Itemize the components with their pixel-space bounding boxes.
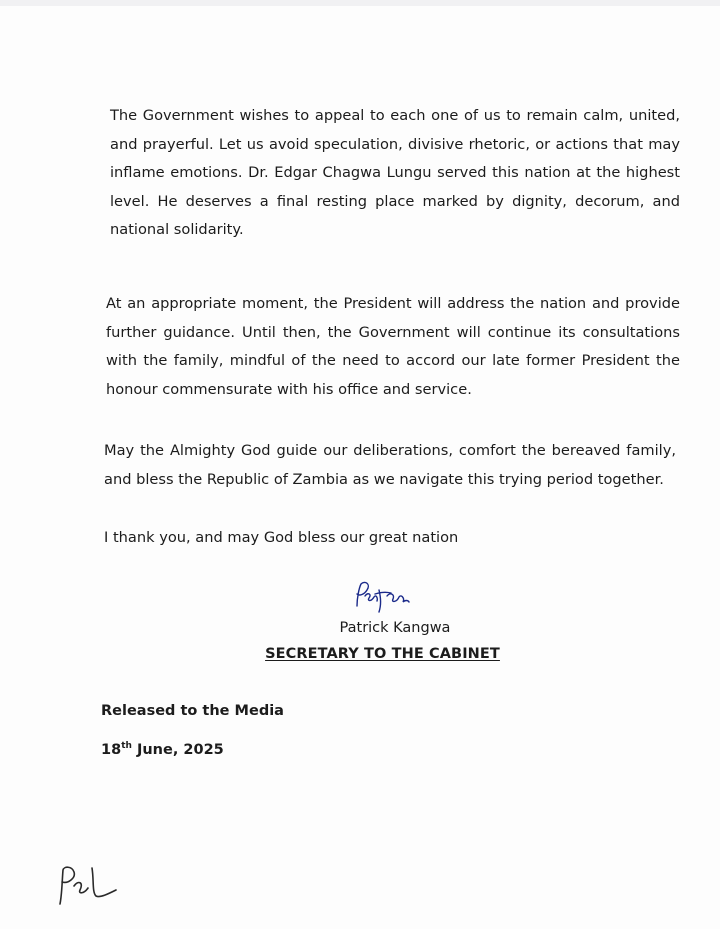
paragraph-guidance: At an appropriate moment, the President will address the nation and provide further guidance. Until then, the Government will continue its consultations with the family, mindful of the need to accord our late former President the honour commensurate with his office and service. <box>106 295 680 398</box>
signature-block <box>230 576 530 662</box>
date-rest: June, 2025 <box>131 742 224 758</box>
signatory-name: Patrick Kangwa <box>339 620 451 636</box>
release-label: Released to the Media <box>101 703 284 719</box>
paragraph-prayer: May the Almighty God guide our deliberations, comfort the bereaved family, and bless the Republic of Zambia as we navigate this trying period together. <box>104 442 676 488</box>
date-suffix: th <box>121 741 132 751</box>
date-day: 18 <box>101 742 122 758</box>
handwritten-signature <box>335 576 425 620</box>
paragraph-appeal: The Government wishes to appeal to each one of us to remain calm, united, and prayerful. Let us avoid speculation, divisive rhetoric, or actions that may inflame emotions. Dr. Edgar Chagwa Lungu served this nation at the highest level. He deserves a final resting place marked by dignity, decorum, and national solidarity. <box>110 107 680 238</box>
handwritten-initials <box>50 860 130 910</box>
signatory-title: SECRETARY TO THE CABINET <box>265 646 500 662</box>
release-date <box>101 741 224 758</box>
paragraph-closing: I thank you, and may God bless our great nation <box>104 529 459 546</box>
page-top-edge <box>0 0 720 6</box>
